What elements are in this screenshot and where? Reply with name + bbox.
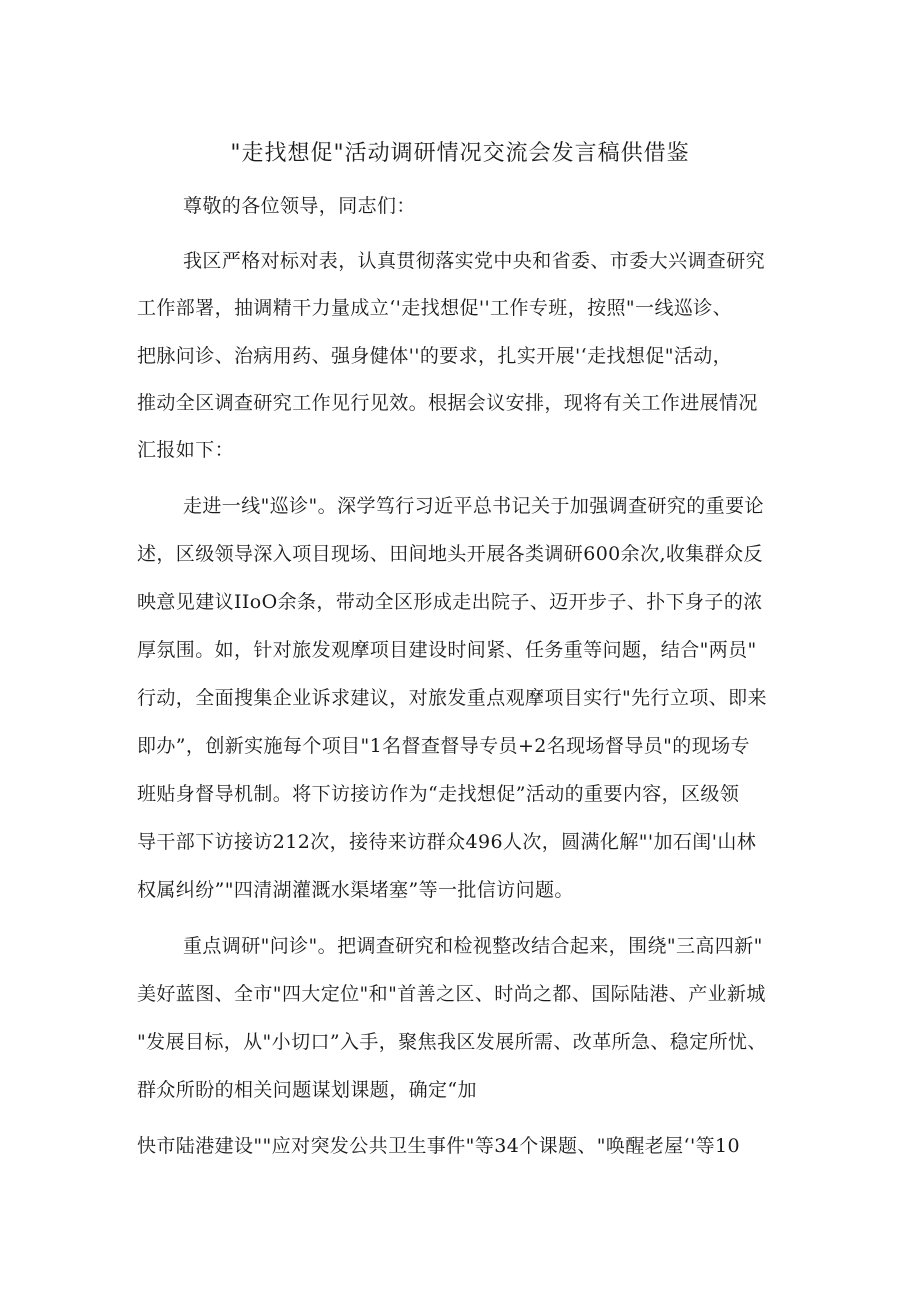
- paragraph-line: 走进一线"巡诊"。深学笃行习近平总书记关于加强调查研究的重要论: [183, 495, 764, 517]
- paragraph-line: 工作部署，抽调精干力量成立‘'走找想促''工作专班，按照"一线巡诊、: [137, 297, 733, 319]
- paragraph-line: "发展目标，从"小切口”入手，聚焦我区发展所需、改革所急、稳定所忧、: [137, 1031, 767, 1053]
- paragraph-line: 重点调研"问诊"。把调查研究和检视整改结合起来，围绕"三高四新": [183, 935, 763, 957]
- paragraph-line: 厚氛围。如，针对旅发观摩项目建设时间紧、任务重等问题，结合"两员": [137, 639, 757, 661]
- paragraph-line: 快市陆港建设""应对突发公共卫生事件"等34个课题、"唤醒老屋‘'等10: [137, 1135, 740, 1157]
- paragraph-line: 美好蓝图、全市"四大定位"和"首善之区、时尚之都、国际陆港、产业新城: [137, 983, 766, 1005]
- paragraph-line: 汇报如下：: [137, 439, 235, 461]
- paragraph-line: 述，区级领导深入项目现场、田间地头开展各类调研600余次,收集群众反: [137, 543, 763, 565]
- paragraph-line: 把脉问诊、治病用药、强身健体''的要求，扎实开展'‘走找想促"活动，: [137, 345, 733, 367]
- paragraph-line: 我区严格对标对表，认真贯彻落实党中央和省委、市委大兴调查研究: [183, 250, 766, 272]
- paragraph-line: 导干部下访接访212次，接待来访群众496人次，圆满化解"'加石闺'山林: [137, 831, 757, 853]
- paragraph-line: 群众所盼的相关问题谋划课题，确定“加: [137, 1079, 477, 1101]
- paragraph-line: 班贴身督导机制。将下访接访作为“走找想促”活动的重要内容，区级领: [137, 783, 740, 805]
- paragraph-line: 即办”，创新实施每个项目"1名督查督导专员+2名现场督导员"的现场专: [137, 735, 750, 757]
- paragraph-line: 权属纠纷”"四清湖灌溉水渠堵塞”等一批信访问题。: [137, 879, 574, 901]
- paragraph-line: 行动，全面搜集企业诉求建议，对旅发重点观摩项目实行"先行立项、即来: [137, 687, 767, 709]
- document-title: "走找想促"活动调研情况交流会发言稿供借鉴: [230, 141, 690, 166]
- paragraph-line: 推动全区调查研究工作见行见效。根据会议安排，现将有关工作进展情况: [137, 392, 758, 414]
- greeting: 尊敬的各位领导，同志们：: [183, 195, 416, 217]
- paragraph-line: 映意见建议IIoO余条，带动全区形成走出院子、迈开步子、扑下身子的浓: [137, 591, 763, 613]
